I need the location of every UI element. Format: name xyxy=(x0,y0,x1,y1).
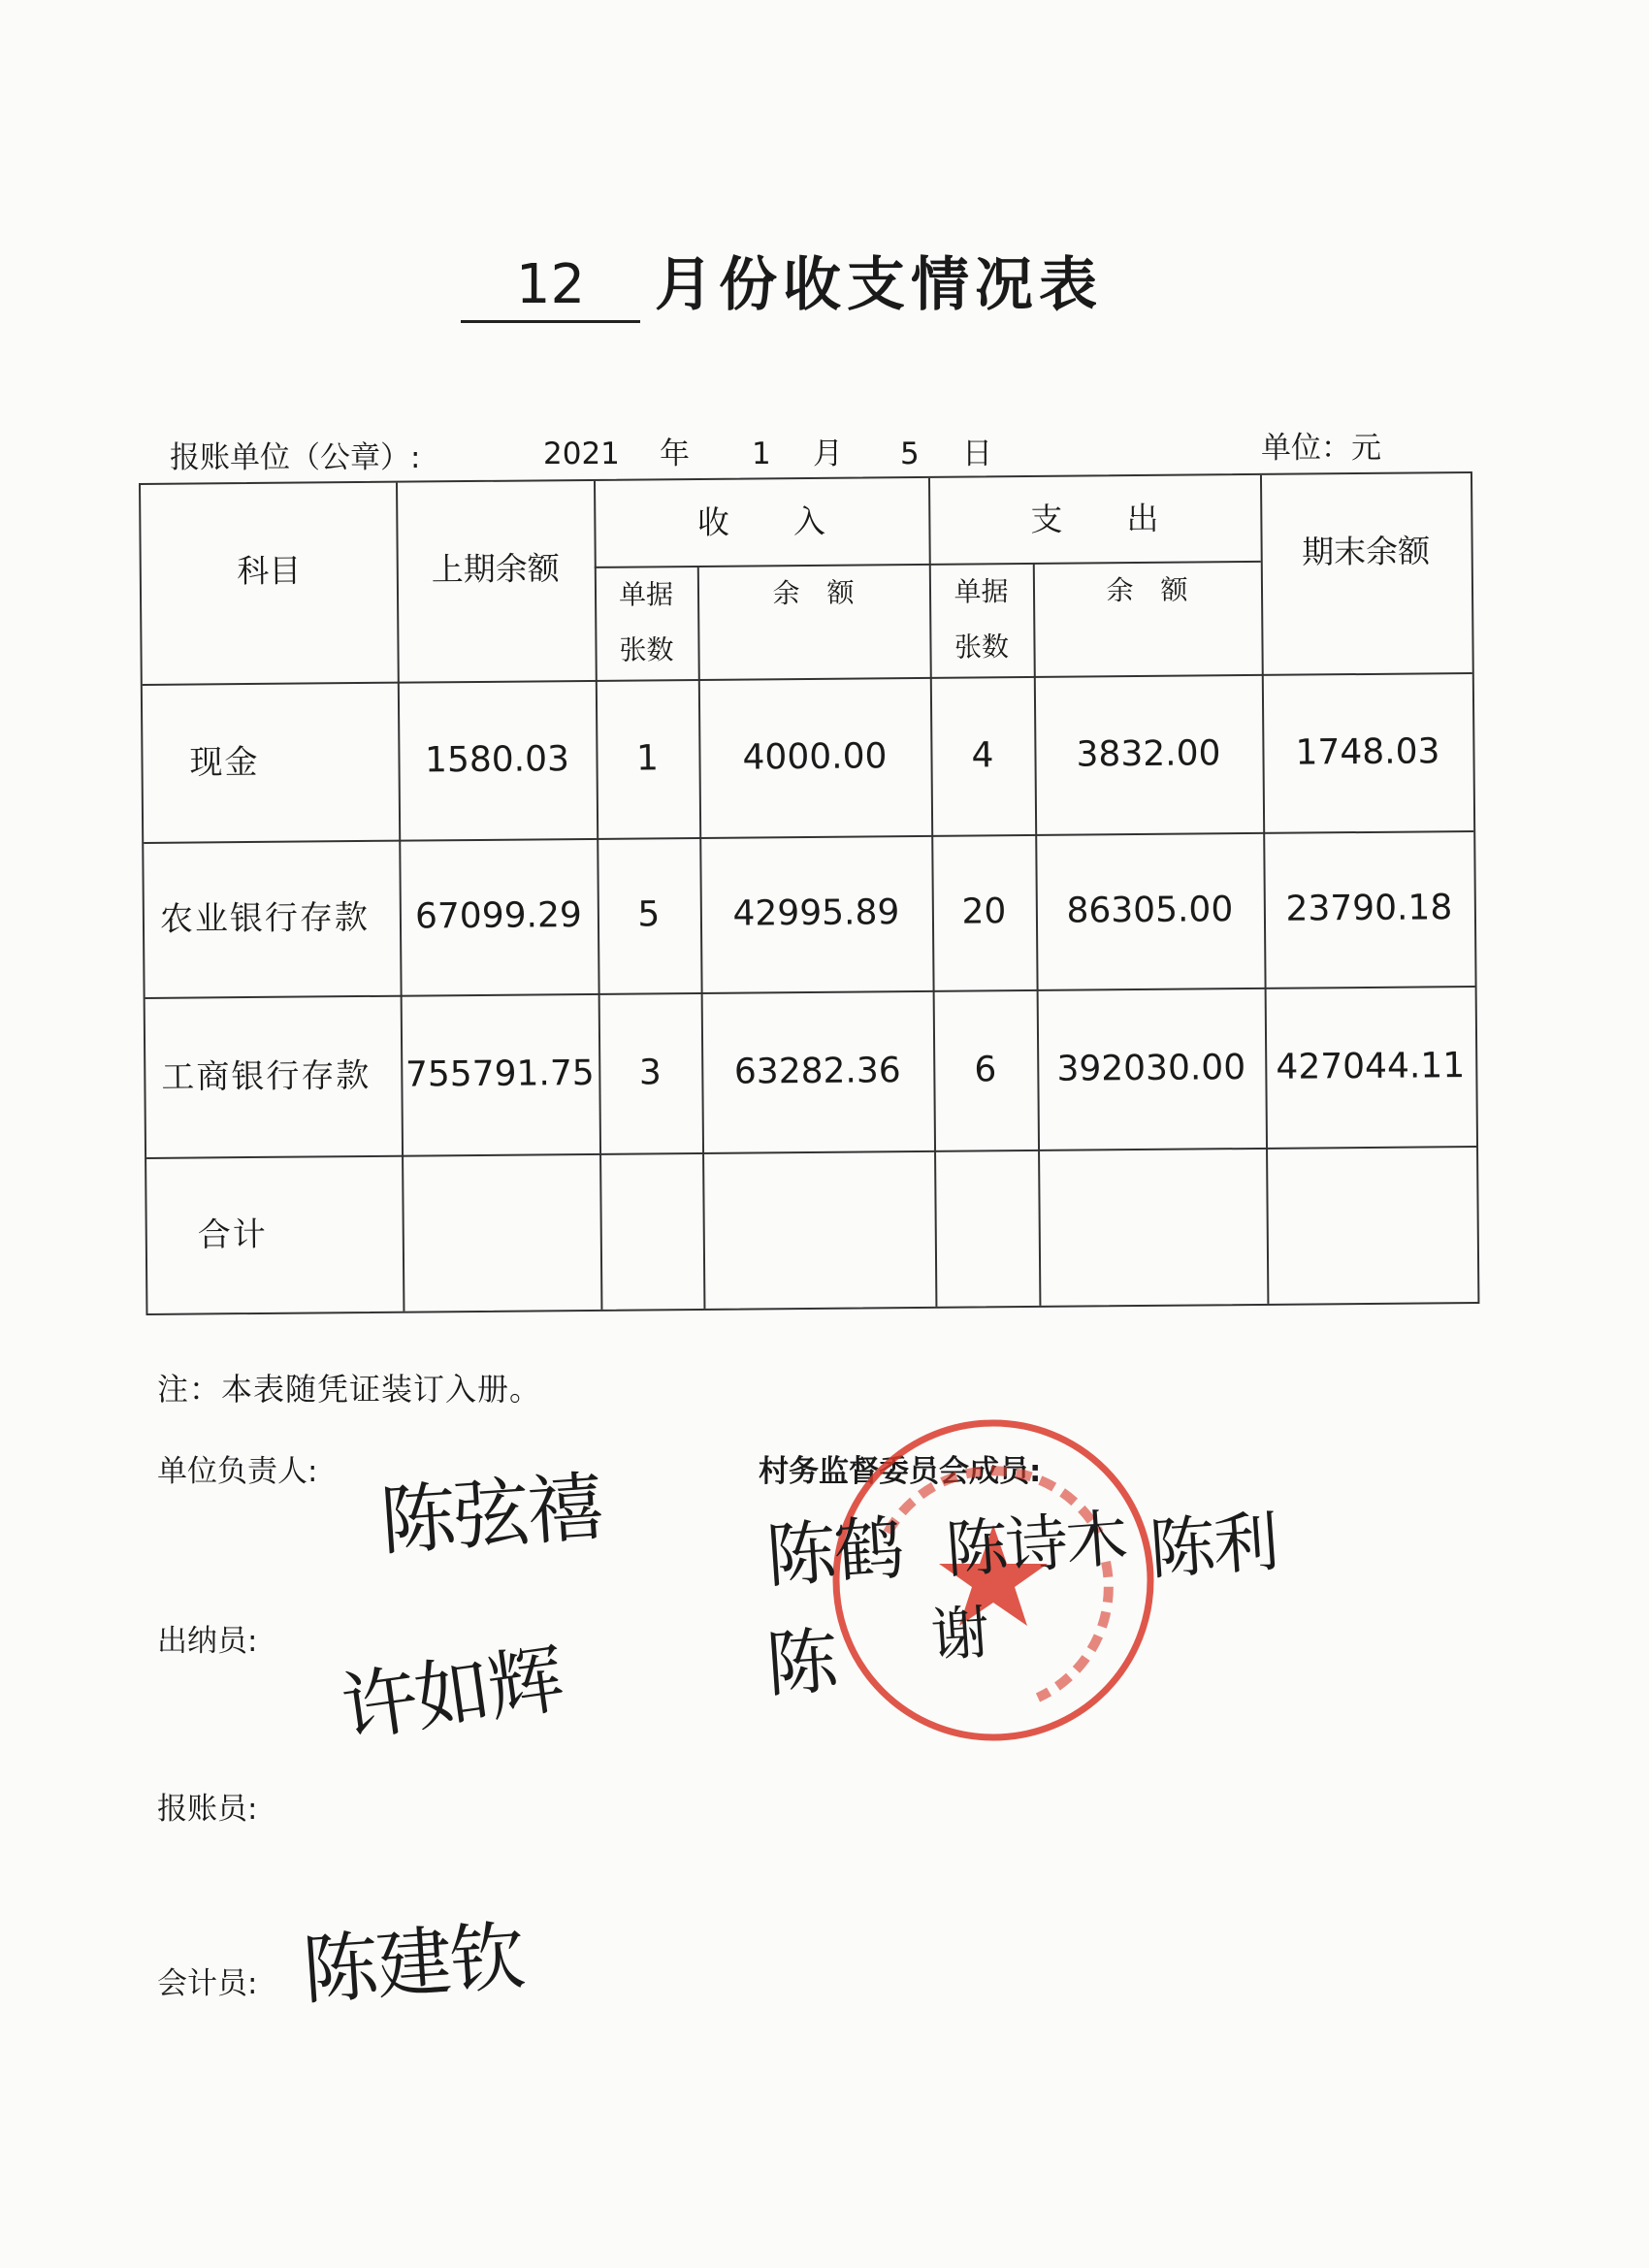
table-row-subject: 工商银行存款 xyxy=(161,1055,372,1097)
header-subject: 科目 xyxy=(237,551,302,591)
table-row-subject: 农业银行存款 xyxy=(159,897,371,939)
unit-label: 报账单位（公章）: xyxy=(170,440,421,475)
header-out-count-l2: 张数 xyxy=(954,631,1010,664)
header-closing: 期末余额 xyxy=(1301,532,1431,571)
date-year: 2021 xyxy=(543,437,620,471)
table-cell-out-amount: 392030.00 xyxy=(1056,1047,1246,1089)
cashier-label: 出纳员: xyxy=(157,1624,258,1659)
table-cell-in-amount xyxy=(702,1150,935,1309)
unit-head-label: 单位负责人: xyxy=(157,1454,318,1489)
committee-signature-3: 陈利 xyxy=(1147,1504,1280,1590)
table-cell-in-count: 1 xyxy=(635,737,660,779)
footnote: 注：本表随凭证装订入册。 xyxy=(157,1371,542,1408)
page-title: 月份收支情况表 xyxy=(655,251,1103,319)
currency-unit: 单位：元 xyxy=(1261,431,1381,466)
table-cell-out-amount xyxy=(1038,1148,1267,1306)
header-opening: 上期余额 xyxy=(431,549,560,589)
table-cell-out-count: 20 xyxy=(961,891,1007,932)
accountant-label: 会计员: xyxy=(157,1966,258,2001)
header-income: 收 入 xyxy=(696,502,826,541)
table-cell-in-count: 3 xyxy=(638,1052,662,1093)
table-cell-opening xyxy=(402,1153,600,1312)
table-cell-closing: 1748.03 xyxy=(1295,730,1440,773)
header-out-count-l1: 单据 xyxy=(954,575,1009,608)
table-cell-in-count xyxy=(599,1152,703,1310)
header-in-amount: 余 额 xyxy=(772,576,855,610)
date-month-char: 月 xyxy=(813,437,843,471)
title-month: 12 xyxy=(461,254,640,323)
table-cell-in-count: 5 xyxy=(637,894,661,935)
committee-signature-5: 陈 xyxy=(763,1619,839,1708)
table-cell-closing xyxy=(1266,1146,1477,1304)
table-cell-out-count: 4 xyxy=(971,734,994,776)
cashier-signature: 许如辉 xyxy=(336,1636,568,1754)
committee-label: 村务监督委员会成员: xyxy=(759,1454,1042,1489)
accountant-signature: 陈建钦 xyxy=(300,1913,527,2016)
date-day-char: 日 xyxy=(962,437,992,471)
table-cell-out-count xyxy=(934,1150,1039,1307)
reporter-label: 报账员: xyxy=(157,1792,258,1827)
header-in-count-l1: 单据 xyxy=(618,578,674,611)
header-expense: 支 出 xyxy=(1030,499,1159,538)
table-cell-closing: 427044.11 xyxy=(1276,1045,1466,1087)
table-cell-in-amount: 42995.89 xyxy=(732,892,900,934)
table-row-total: 合计 xyxy=(197,1215,268,1254)
committee-signature-4: 谢 xyxy=(928,1599,990,1670)
table-cell-in-amount: 63282.36 xyxy=(733,1050,901,1092)
table-row-subject: 现金 xyxy=(189,742,260,783)
income-expense-table xyxy=(139,471,1479,1315)
table-cell-out-amount: 86305.00 xyxy=(1066,890,1234,931)
date-day: 5 xyxy=(900,437,920,471)
table-cell-opening: 1580.03 xyxy=(424,738,570,780)
committee-signature-2: 陈诗木 xyxy=(943,1503,1129,1588)
table-cell-opening: 755791.75 xyxy=(404,1053,595,1095)
table-cell-in-amount: 4000.00 xyxy=(742,735,888,778)
table-cell-out-count: 6 xyxy=(974,1049,997,1090)
date-month: 1 xyxy=(752,437,771,471)
header-in-count-l2: 张数 xyxy=(619,633,674,666)
table-cell-closing: 23790.18 xyxy=(1285,888,1453,929)
committee-signature-1: 陈鹤 xyxy=(763,1507,905,1598)
unit-head-signature: 陈弦禧 xyxy=(377,1464,604,1567)
table-cell-out-amount: 3832.00 xyxy=(1076,732,1221,775)
date-year-char: 年 xyxy=(660,437,690,471)
header-out-amount: 余 额 xyxy=(1106,573,1188,607)
table-cell-opening: 67099.29 xyxy=(414,895,582,937)
